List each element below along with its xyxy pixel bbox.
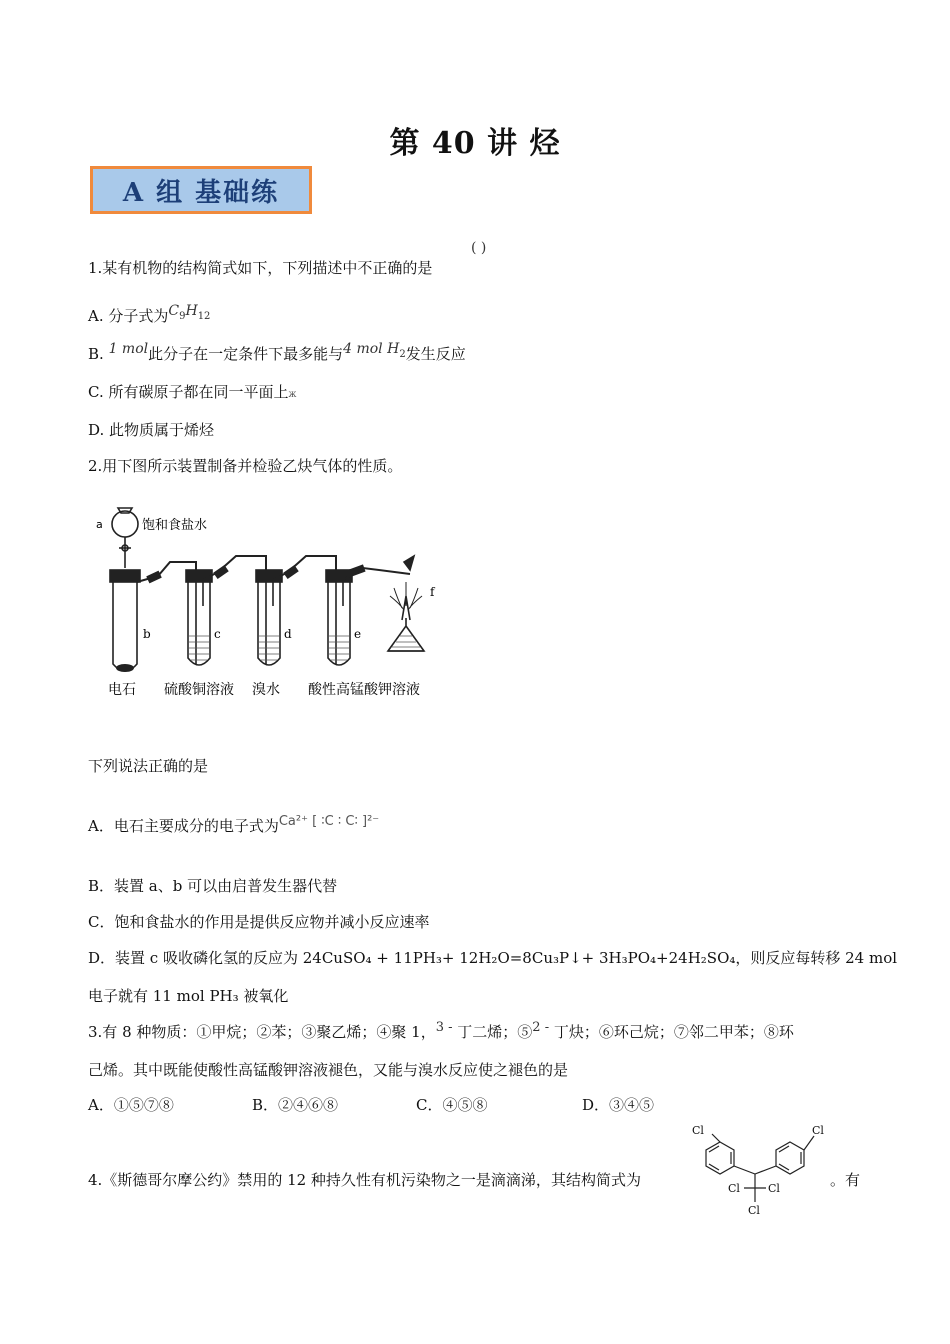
- ddt-cl-2: Cl: [812, 1124, 824, 1137]
- label-bromine-water: 溴水: [252, 682, 280, 698]
- group-banner: A 组 基础练: [90, 166, 312, 214]
- q2-option-d-line2: 电子就有 11 mol PH₃ 被氧化: [88, 987, 289, 1005]
- label-b: b: [143, 627, 151, 641]
- page-title: 第 40 讲 烃: [389, 126, 561, 161]
- q1-option-b: B. 1 mol此分子在一定条件下最多能与4 mol $H_2$发生反应: [88, 341, 466, 363]
- q2-lead: 下列说法正确的是: [88, 757, 209, 775]
- label-carbide: 电石: [108, 682, 136, 698]
- q2-option-a: A．电石主要成分的电子式为Ca²⁺ [ ∶C ∶ C∶ ]²⁻: [88, 814, 380, 835]
- q3-option-c: C．④⑤⑧: [416, 1096, 488, 1114]
- label-kmno4: 酸性高锰酸钾溶液: [308, 682, 420, 698]
- q1-option-d: D. 此物质属于烯烃: [88, 421, 215, 439]
- label-a: a: [96, 518, 103, 531]
- ddt-cl-5: Cl: [748, 1204, 760, 1217]
- ddt-structure: [688, 1122, 836, 1220]
- ddt-cl-3: Cl: [728, 1182, 740, 1195]
- q3-line2: 己烯。其中既能使酸性高锰酸钾溶液褪色，又能与溴水反应使之褪色的是: [88, 1061, 569, 1079]
- ddt-cl-4: Cl: [768, 1182, 780, 1195]
- q2-option-d-line1: D．装置 c 吸收磷化氢的反应为 24CuSO₄ + 11PH₃+ 12H₂O=8Cu₃P↓+ 3H₃PO₄+24H₂SO₄，则反应每转移 24 mol: [88, 949, 898, 967]
- q4-tail: 。有: [830, 1171, 861, 1189]
- q3-option-b: B．②④⑥⑧: [252, 1096, 339, 1114]
- apparatus-figure: [88, 496, 448, 701]
- q3-option-d: D．③④⑤: [582, 1096, 655, 1114]
- label-c: c: [214, 627, 221, 641]
- q1-stem: 1.某有机物的结构简式如下，下列描述中不正确的是: [88, 259, 433, 277]
- q2-option-b: B．装置 a、b 可以由启普发生器代替: [88, 877, 338, 895]
- q1-option-c: C. 所有碳原子都在同一平面上Ж: [88, 383, 297, 401]
- label-f: f: [430, 585, 435, 599]
- q1-option-a: A. 分子式为$C_9H_{12}$: [88, 303, 211, 325]
- q2-stem: 2.用下图所示装置制备并检验乙炔气体的性质。: [88, 457, 403, 475]
- q1-answer-paren: ( ): [471, 240, 487, 256]
- label-cuso4: 硫酸铜溶液: [164, 682, 234, 698]
- q4-stem: 4.《斯德哥尔摩公约》禁用的 12 种持久性有机污染物之一是滴滴涕，其结构简式为: [88, 1171, 641, 1189]
- label-d: d: [284, 627, 292, 641]
- ddt-cl-1: Cl: [692, 1124, 704, 1137]
- label-e: e: [354, 627, 362, 641]
- label-funnel: 饱和食盐水: [142, 518, 208, 533]
- q3-option-a: A．①⑤⑦⑧: [88, 1096, 174, 1114]
- q3-line1: 3.有 8 种物质：①甲烷；②苯；③聚乙烯；④聚 1，3 - 丁二烯；⑤2 - 丁炔；⑥环己烷；⑦邻二甲苯；⑧环: [88, 1020, 794, 1041]
- q2-option-c: C．饱和食盐水的作用是提供反应物并减小反应速率: [88, 913, 430, 931]
